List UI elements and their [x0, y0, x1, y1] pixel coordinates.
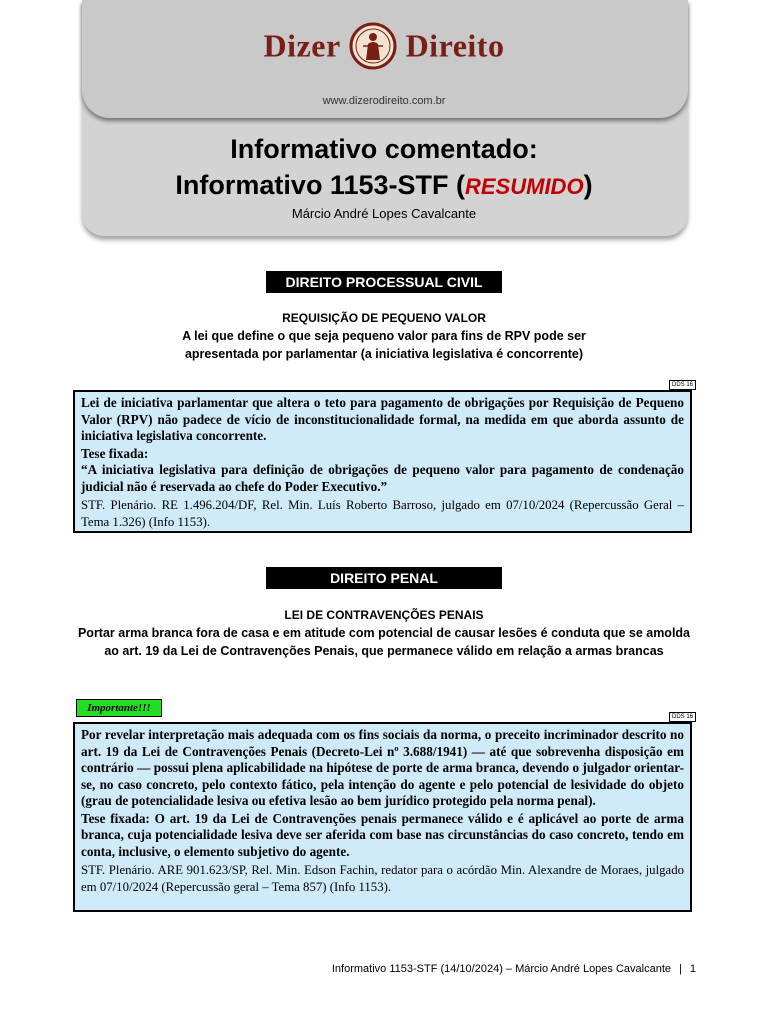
thesis-box: [73, 390, 692, 533]
topic-block: [74, 309, 694, 363]
dds-badge: DDS 16: [669, 712, 696, 722]
page-footer: [332, 963, 696, 975]
logo: [0, 22, 768, 70]
topic-title: LEI DE CONTRAVENÇÕES PENAIS: [284, 608, 484, 622]
thesis-text: Lei de iniciativa parlamentar que altera o teto para pagamento de obrigações por Requisição de Pequeno Valor (RPV) não padece de vício de inconstitucionalidade formal, na medida em que aborda assunto de iniciativa legislativa concorrente.: [81, 395, 684, 443]
page-number: 1: [689, 963, 696, 975]
topic-summary: Portar arma branca fora de casa e em atitude com potencial de causar lesões é conduta que se amolda ao art. 19 da Lei de Contravenções Penais, que permanece válido em relação a armas brancas: [77, 626, 691, 658]
dds-badge: DDS 16: [669, 380, 696, 390]
thesis-fixed: O art. 19 da Lei de Contravenções penais permanece válido e é aplicável ao porte de arma branca, cuja potencialidade lesiva deve ser aferida com base nas circunstâncias do caso concreto, tendo em conta, inclusive, o elemento subjetivo do agente.: [81, 810, 684, 859]
section-heading: DIREITO PENAL: [266, 567, 502, 589]
thesis-label: Tese fixada:: [81, 810, 150, 826]
citation: STF. Plenário. RE 1.496.204/DF, Rel. Min. Luís Roberto Barroso, julgado em 07/10/2024 (Repercussão Geral – Tema 1.326) (Info 1153).: [81, 498, 684, 529]
thesis-fixed-paragraph: [81, 811, 684, 861]
topic-block: [74, 606, 694, 660]
page-title-line1: Informativo comentado:: [230, 134, 538, 164]
title-highlight: RESUMIDO: [465, 174, 584, 199]
importante-badge: Importante!!!: [76, 699, 162, 717]
thesis-fixed: “A iniciativa legislativa para definição de obrigações de pequeno valor para pagamento de condenação judicial não é reservada ao chefe do Poder Executivo.”: [81, 462, 684, 494]
page-title-line2: [0, 170, 768, 201]
website-url: www.dizerodireito.com.br: [322, 95, 446, 107]
author: Márcio André Lopes Cavalcante: [291, 206, 477, 221]
topic-title: REQUISIÇÃO DE PEQUENO VALOR: [282, 311, 486, 325]
footer-separator: |: [679, 963, 682, 975]
logo-word-left: Dizer: [263, 27, 341, 64]
thesis-label: Tese fixada:: [81, 445, 149, 461]
logo-word-right: Direito: [405, 27, 505, 64]
section-heading: DIREITO PROCESSUAL CIVIL: [266, 271, 502, 293]
topic-summary: A lei que define o que seja pequeno valor para fins de RPV pode ser apresentada por parlamentar (a iniciativa legislativa é concorrente): [182, 329, 586, 361]
thesis-box: [73, 722, 692, 912]
title-suffix: ): [583, 170, 593, 200]
citation: STF. Plenário. ARE 901.623/SP, Rel. Min. Edson Fachin, redator para o acórdão Min. Alexandre de Moraes, julgado em 07/10/2024 (Repercussão geral – Tema 857) (Info 1153).: [81, 863, 684, 894]
seal-icon: [349, 22, 397, 70]
footer-text: Informativo 1153-STF (14/10/2024) – Márcio André Lopes Cavalcante: [331, 963, 672, 975]
title-prefix: Informativo 1153-STF (: [175, 170, 465, 200]
thesis-text: Por revelar interpretação mais adequada com os fins sociais da norma, o preceito incriminador descrito no art. 19 da Lei de Contravenções Penais (Decreto-Lei nº 3.688/1941) — até que sobrevenha disposição em contrário — possui plena aplicabilidade na hipótese de porte de arma branca, devendo o julgador orientar-se, no caso concreto, pelo contexto fático, pela intenção do agente e pelo potencial de lesividade do objeto (grau de potencialidade lesiva ou efetiva lesão ao bem jurídico protegido pela norma penal).: [81, 727, 684, 808]
